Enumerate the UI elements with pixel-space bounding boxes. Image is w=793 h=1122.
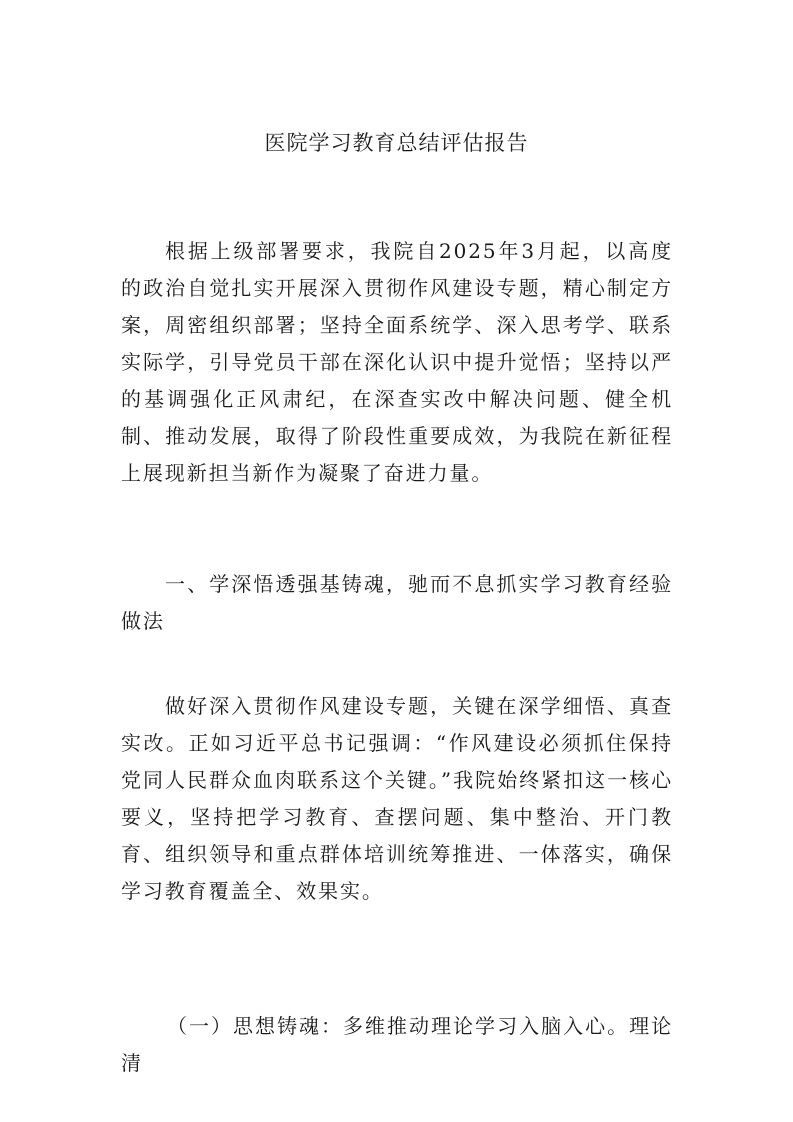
document-title: 医院学习教育总结评估报告 xyxy=(264,131,529,155)
intro-paragraph: 根据上级部署要求，我院自2025年3月起，以高度的政治自觉扎实开展深入贯彻作风建设专题，精心制定方案，周密组织部署；坚持全面系统学、深入思考学、联系实际学，引导党员干部在深化认识中提升觉悟；坚持以严的基调强化正风肃纪，在深查实改中解决问题、健全机制、推动发展，取得了阶段性重要成效，为我院在新征程上展现新担当新作为凝聚了奋进力量。 xyxy=(121,239,673,485)
subsection-heading-1: （一）思想铸魂：多维推动理论学习入脑入心。理论清 xyxy=(121,1014,673,1075)
section-heading-1: 一、学深悟透强基铸魂，驰而不息抓实学习教育经验做法 xyxy=(121,572,673,633)
section-1-paragraph: 做好深入贯彻作风建设专题，关键在深学细悟、真查实改。正如习近平总书记强调：“作风建设必须抓住保持党同人民群众血肉联系这个关键。”我院始终紧扣这一核心要义，坚持把学习教育、查摆问题、集中整治、开门教育、组织领导和重点群体培训统筹推进、一体落实，确保学习教育覆盖全、效果实。 xyxy=(121,694,673,903)
